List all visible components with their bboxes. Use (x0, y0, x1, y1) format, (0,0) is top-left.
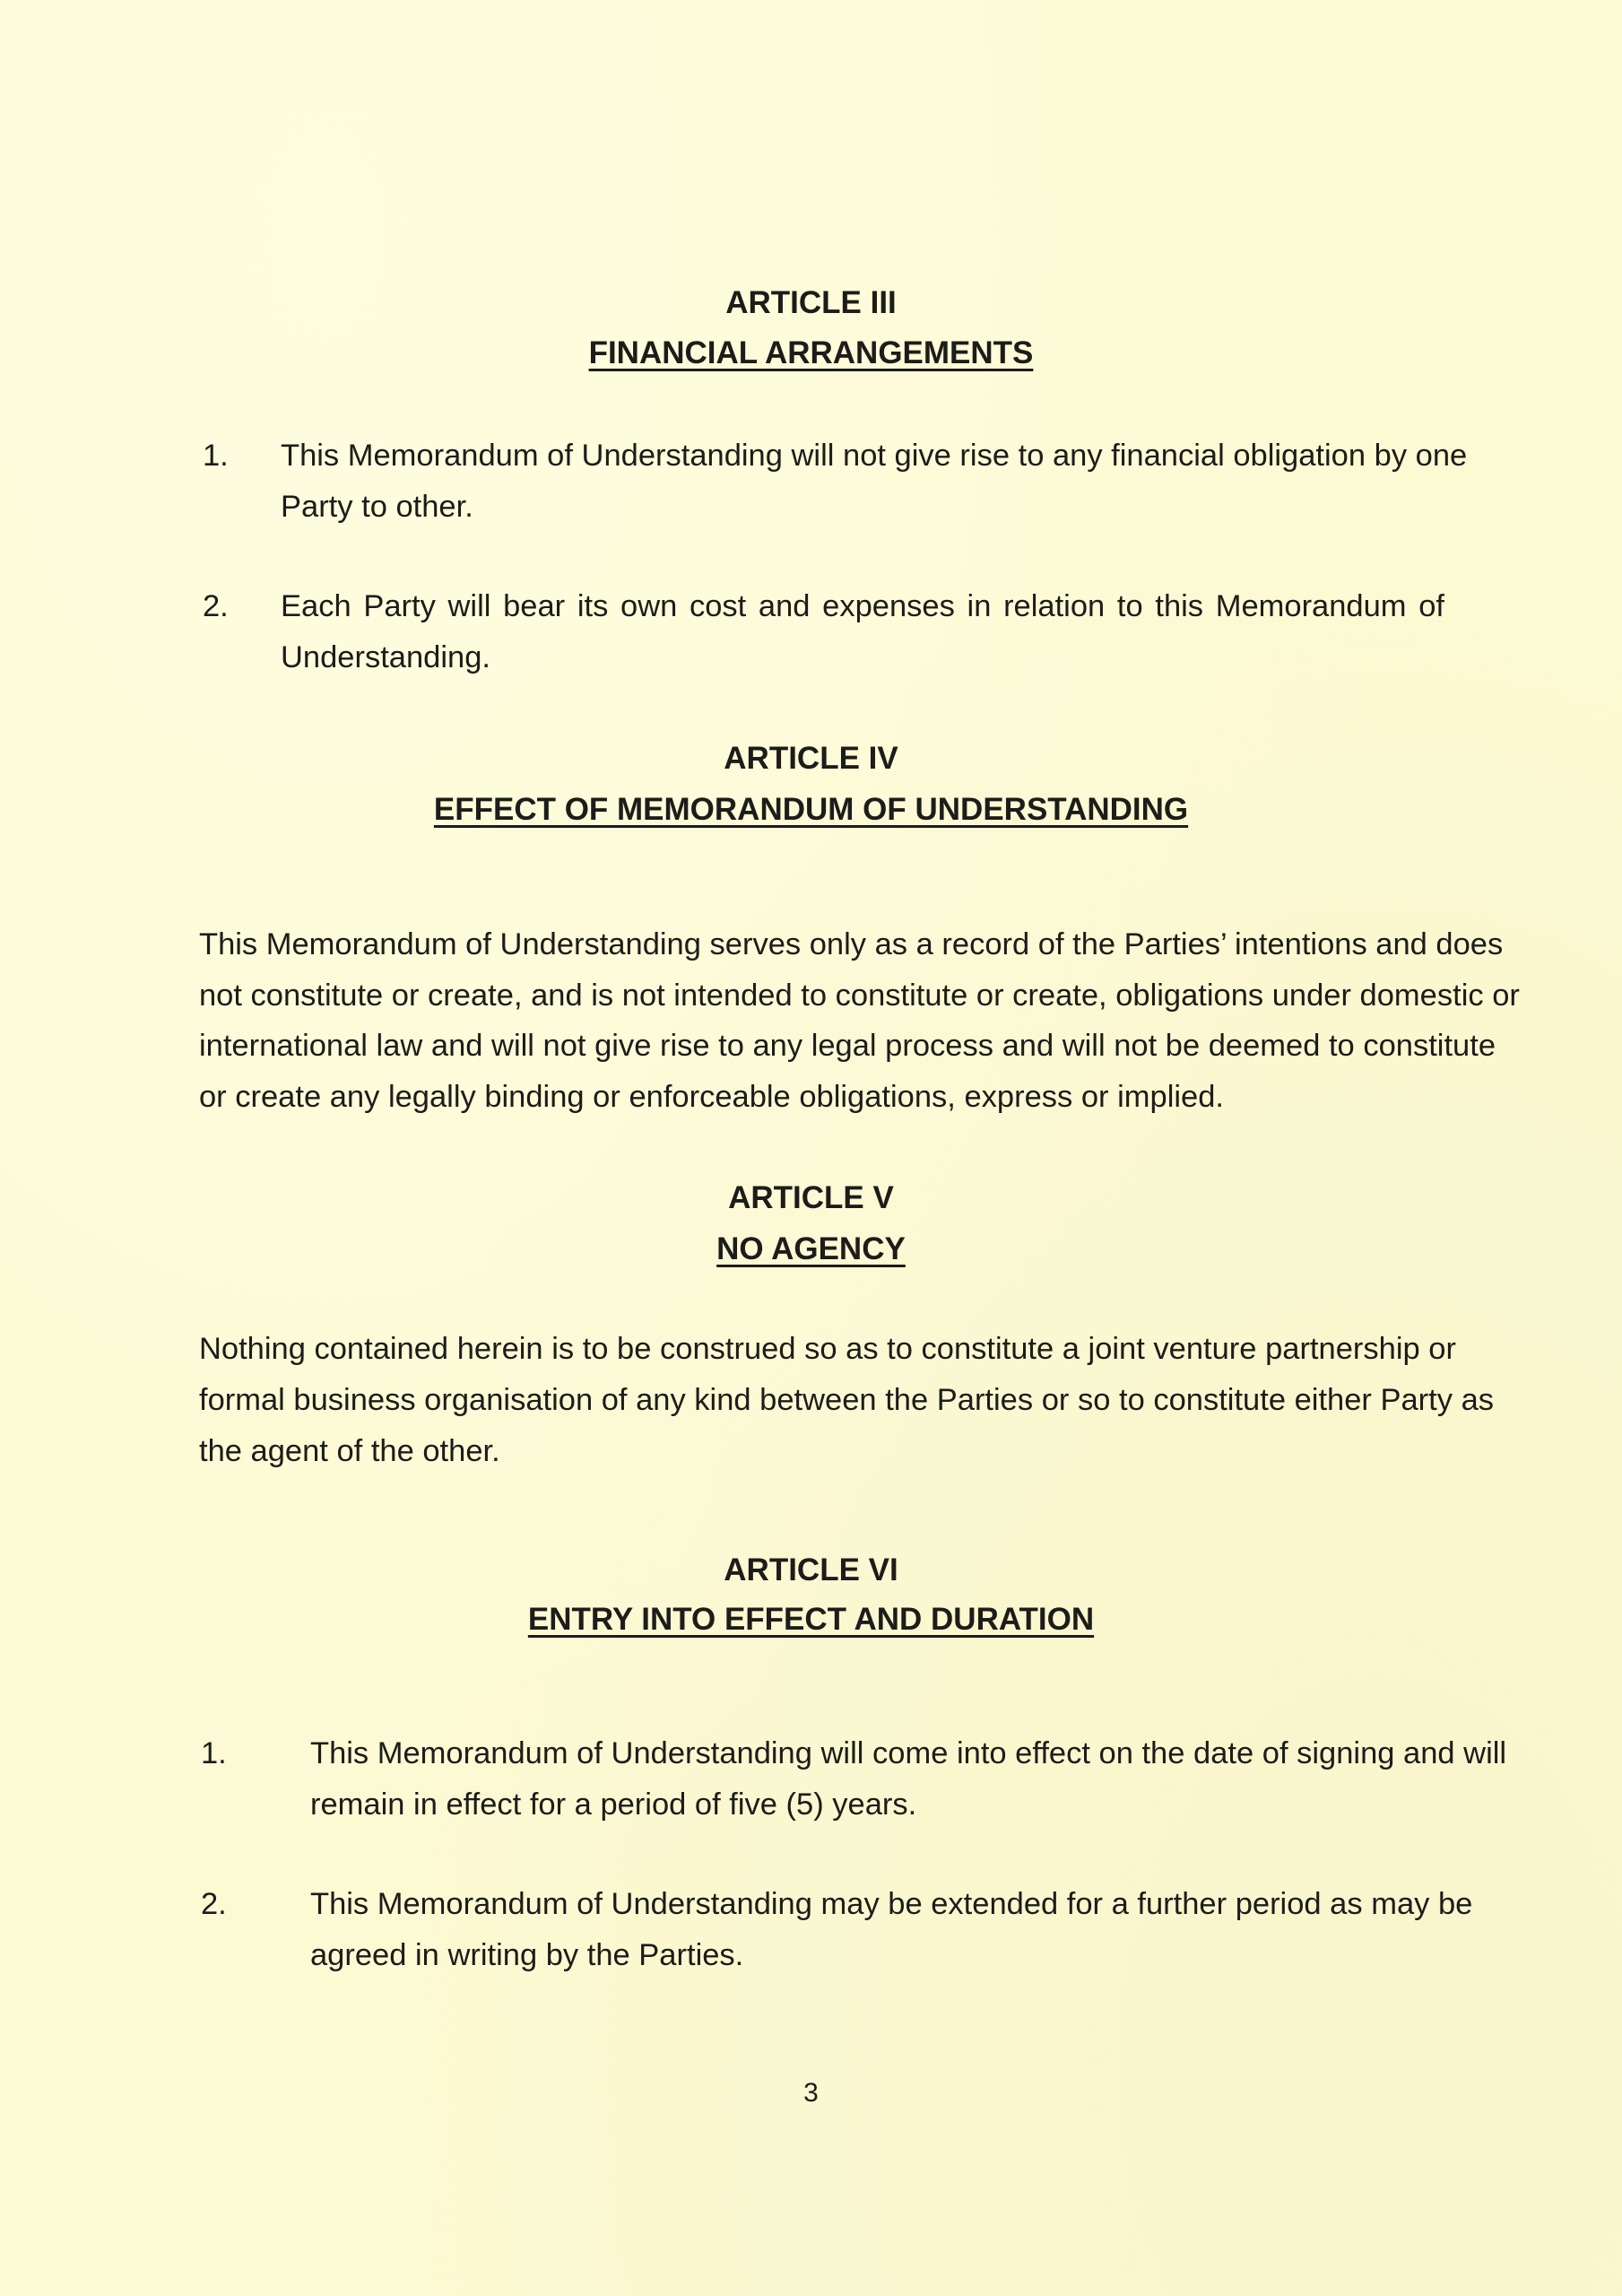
article-title: ARTICLE IV (724, 741, 898, 776)
article-subtitle: ENTRY INTO EFFECT AND DURATION (527, 1602, 1095, 1637)
list-item-line: remain in effect for a period of five (5) years. (310, 1787, 917, 1822)
list-item-number: 1. (203, 439, 229, 473)
article-subtitle: NO AGENCY (716, 1231, 906, 1266)
paragraph-line: This Memorandum of Understanding serves only as a record of the Parties’ intentions and does (199, 927, 1504, 961)
list-item-number: 2. (201, 1887, 227, 1921)
paragraph-line: international law and will not give rise to any legal process and will not be deemed to constitute (199, 1029, 1496, 1063)
list-item-line: This Memorandum of Understanding will not give rise to any financial obligation by one (281, 439, 1468, 473)
paragraph-line: the agent of the other. (199, 1434, 500, 1468)
paragraph-line: or create any legally binding or enforceable obligations, express or implied. (199, 1080, 1224, 1114)
article-title: ARTICLE III (725, 285, 897, 320)
list-item-line: Each Party will bear its own cost and expenses in relation to this Memorandum of (281, 589, 1444, 623)
paragraph-line: formal business organisation of any kind between the Parties or so to constitute either Party as (199, 1383, 1495, 1417)
article-subtitle: FINANCIAL ARRANGEMENTS (588, 335, 1034, 370)
article-subtitle: EFFECT OF MEMORANDUM OF UNDERSTANDING (433, 792, 1189, 827)
list-item-number: 1. (201, 1736, 227, 1770)
article-title: ARTICLE VI (724, 1552, 898, 1587)
article-title: ARTICLE V (728, 1180, 894, 1215)
list-item-line: This Memorandum of Understanding will come into effect on the date of signing and will (310, 1736, 1507, 1770)
list-item-number: 2. (203, 589, 229, 623)
list-item-line: agreed in writing by the Parties. (310, 1938, 744, 1972)
list-item-line: Understanding. (281, 640, 490, 674)
paragraph-line: Nothing contained herein is to be construed so as to constitute a joint venture partnership or (199, 1332, 1456, 1366)
list-item-line: Party to other. (281, 490, 473, 524)
page-number: 3 (803, 2078, 819, 2108)
paragraph-line: not constitute or create, and is not intended to constitute or create, obligations under domestic or (199, 978, 1520, 1013)
list-item-line: This Memorandum of Understanding may be extended for a further period as may be (310, 1887, 1473, 1921)
